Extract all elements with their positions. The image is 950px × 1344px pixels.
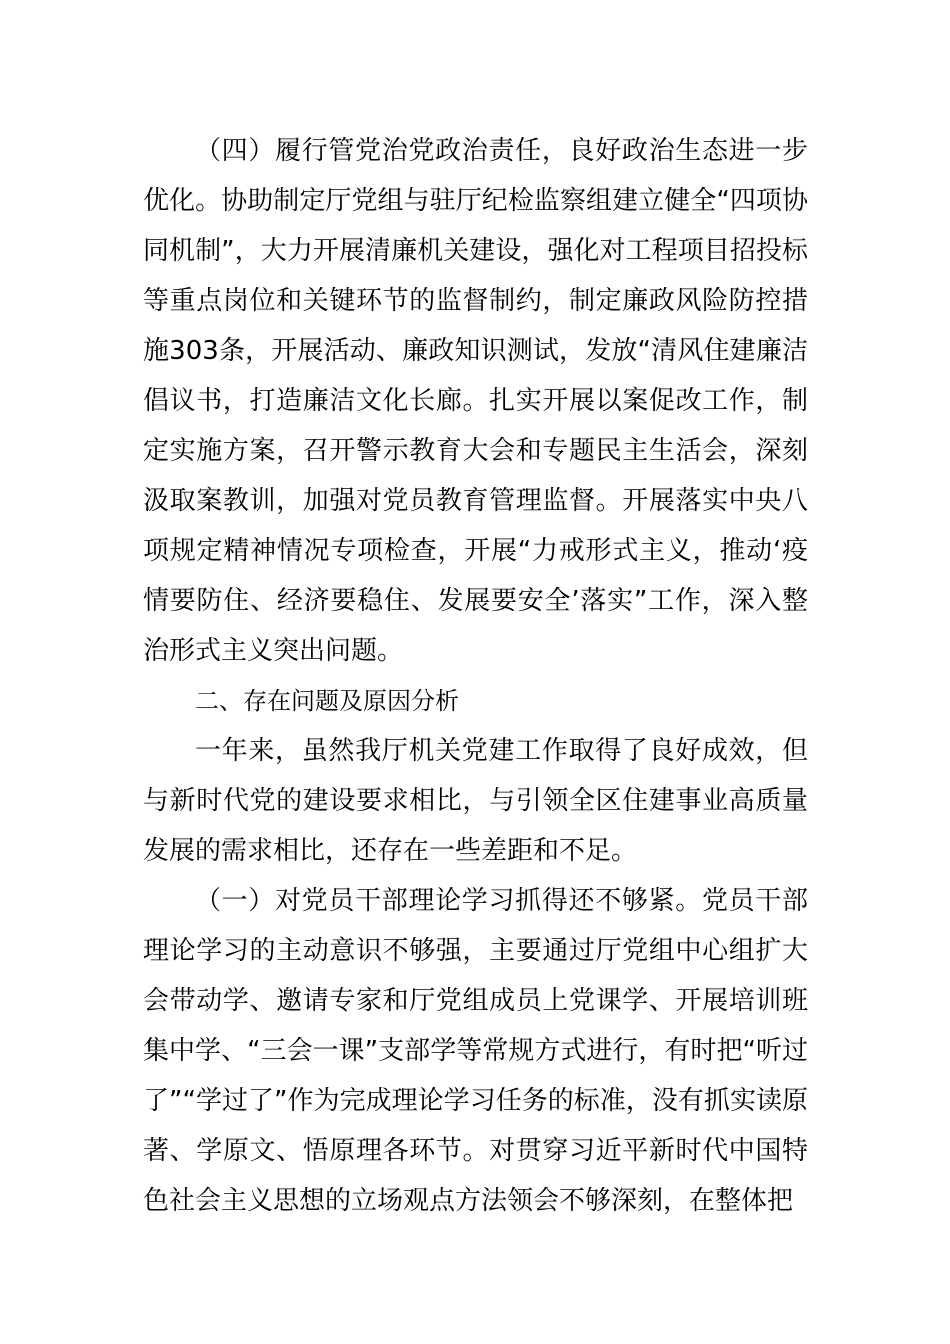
- document-body: [143, 126, 808, 1226]
- paragraph-intro: 一年来，虽然我厅机关党建工作取得了良好成效，但与新时代党的建设要求相比，与引领全区住建事业高质量发展的需求相比，还存在一些差距和不足。: [143, 736, 808, 866]
- paragraph-problem-one: （一）对党员干部理论学习抓得还不够紧。党员干部理论学习的主动意识不够强，主要通过厅党组中心组扩大会带动学、邀请专家和厅党组成员上党课学、开展培训班集中学、“三会一课”支部学等常规方式进行，有时把“听过了”“学过了”作为完成理论学习任务的标准，没有抓实读原著、学原文、悟原理各环节。对贯穿习近平新时代中国特色社会主义思想的立场观点方法领会不够深刻，在整体把: [143, 886, 808, 1216]
- section-heading-problems: 二、存在问题及原因分析: [195, 687, 459, 715]
- paragraph-section-four: （四）履行管党治党政治责任，良好政治生态进一步优化。协助制定厅党组与驻厅纪检监察组建立健全“四项协同机制”，大力开展清廉机关建设，强化对工程项目招投标等重点岗位和关键环节的监督制约，制定廉政风险防控措施303条，开展活动、廉政知识测试，发放“清风住建廉洁倡议书，打造廉洁文化长廊。扎实开展以案促改工作，制定实施方案，召开警示教育大会和专题民主生活会，深刻汲取案教训，加强对党员教育管理监督。开展落实中央八项规定精神情况专项检查，开展“力戒形式主义，推动‘疫情要防住、经济要稳住、发展要安全’落实”工作，深入整治形式主义突出问题。: [143, 136, 808, 666]
